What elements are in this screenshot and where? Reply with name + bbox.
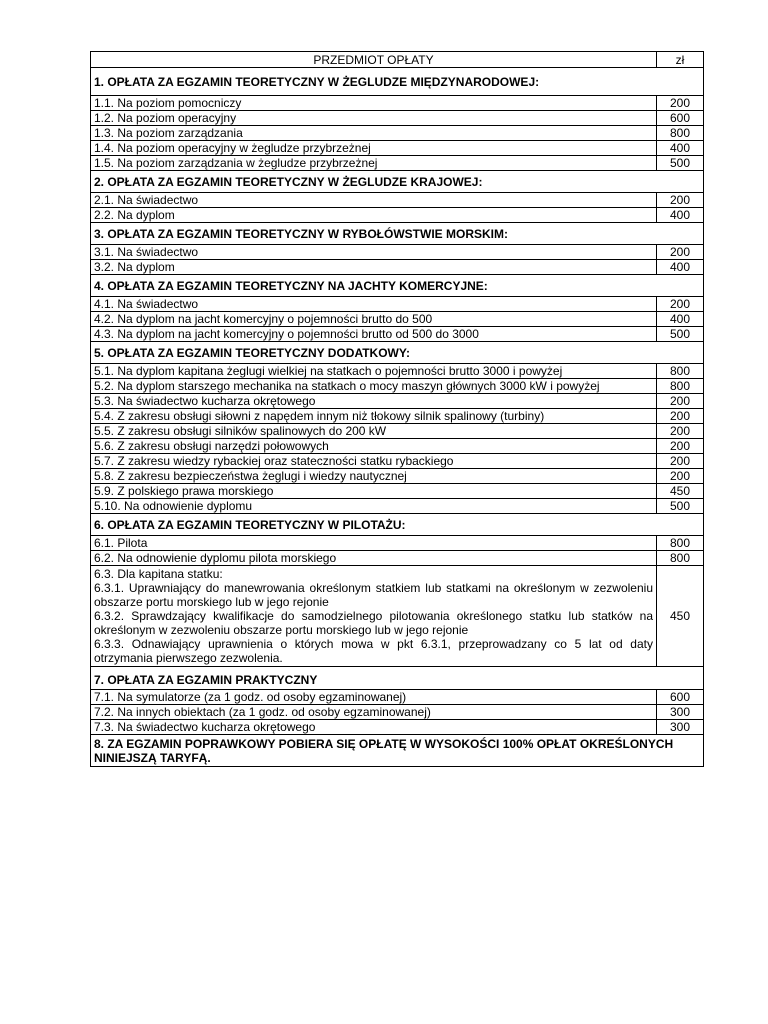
item-amount: 800 [657, 379, 704, 394]
item-amount: 400 [657, 208, 704, 223]
item-amount: 300 [657, 705, 704, 720]
table-row [91, 327, 704, 342]
section-header-row [91, 171, 704, 193]
table-row [91, 156, 704, 171]
table-row [91, 96, 704, 111]
item-amount: 500 [657, 156, 704, 171]
item-amount: 400 [657, 260, 704, 275]
section-header-row [91, 667, 704, 690]
item-label: 3.1. Na świadectwo [91, 245, 657, 260]
item-label: 5.1. Na dyplom kapitana żeglugi wielkiej na statkach o pojemności brutto 3000 i powyżej [91, 364, 657, 379]
table-row [91, 141, 704, 156]
table-row [91, 469, 704, 484]
captain-sub-1: 6.3.1. Uprawniający do manewrowania określonym statkiem lub statkami na określonym w zezwoleniu obszarze portu morskiego lub w jego rejonie [94, 581, 653, 609]
item-amount: 800 [657, 551, 704, 566]
table-row [91, 439, 704, 454]
item-amount: 200 [657, 297, 704, 312]
item-amount: 200 [657, 409, 704, 424]
table-row [91, 208, 704, 223]
final-note: 8. ZA EGZAMIN POPRAWKOWY POBIERA SIĘ OPŁATĘ W WYSOKOŚCI 100% OPŁAT OKREŚLONYCH NINIEJSZĄ TARYFĄ. [91, 735, 704, 767]
currency-header: zł [657, 52, 704, 68]
table-row [91, 720, 704, 735]
section-header-row [91, 342, 704, 364]
item-label: 6.1. Pilota [91, 536, 657, 551]
section-title: 4. OPŁATA ZA EGZAMIN TEORETYCZNY NA JACHTY KOMERCYJNE: [91, 275, 704, 297]
captain-sub-3: 6.3.3. Odnawiający uprawnienia o których mowa w pkt 6.3.1, przeprowadzany co 5 lat od daty otrzymania pierwszego zezwolenia. [94, 637, 653, 665]
item-amount: 600 [657, 111, 704, 126]
item-label: 2.1. Na świadectwo [91, 193, 657, 208]
table-row [91, 260, 704, 275]
section-header-row [91, 223, 704, 245]
item-label: 1.3. Na poziom zarządzania [91, 126, 657, 141]
captain-heading: 6.3. Dla kapitana statku: [94, 567, 223, 581]
item-amount: 500 [657, 327, 704, 342]
table-row [91, 536, 704, 551]
captain-sub-2: 6.3.2. Sprawdzający kwalifikacje do samodzielnego pilotowania określonego statku lub statków na określonym w zezwoleniu obszarze portu morskiego lub w jego rejonie [94, 609, 653, 637]
table-row [91, 454, 704, 469]
table-row [91, 245, 704, 260]
captain-cell [91, 566, 657, 667]
section-title: 2. OPŁATA ZA EGZAMIN TEORETYCZNY W ŻEGLUDZE KRAJOWEJ: [91, 171, 704, 193]
table-row [91, 297, 704, 312]
item-amount: 800 [657, 536, 704, 551]
item-label: 6.2. Na odnowienie dyplomu pilota morskiego [91, 551, 657, 566]
item-label: 1.5. Na poziom zarządzania w żegludze przybrzeżnej [91, 156, 657, 171]
item-label: 7.1. Na symulatorze (za 1 godz. od osoby egzaminowanej) [91, 690, 657, 705]
table-row [91, 193, 704, 208]
item-label: 5.7. Z zakresu wiedzy rybackiej oraz stateczności statku rybackiego [91, 454, 657, 469]
item-label: 5.6. Z zakresu obsługi narzędzi połowowych [91, 439, 657, 454]
captain-row [91, 566, 704, 667]
item-amount: 200 [657, 424, 704, 439]
section-title: 3. OPŁATA ZA EGZAMIN TEORETYCZNY W RYBOŁÓWSTWIE MORSKIM: [91, 223, 704, 245]
item-amount: 200 [657, 96, 704, 111]
item-amount: 200 [657, 454, 704, 469]
item-label: 4.3. Na dyplom na jacht komercyjny o pojemności brutto od 500 do 3000 [91, 327, 657, 342]
item-amount: 200 [657, 469, 704, 484]
item-label: 5.10. Na odnowienie dyplomu [91, 499, 657, 514]
item-label: 7.3. Na świadectwo kucharza okrętowego [91, 720, 657, 735]
item-label: 5.9. Z polskiego prawa morskiego [91, 484, 657, 499]
item-amount: 800 [657, 126, 704, 141]
table-row [91, 111, 704, 126]
item-label: 5.2. Na dyplom starszego mechanika na statkach o mocy maszyn głównych 3000 kW i powyżej [91, 379, 657, 394]
item-label: 1.1. Na poziom pomocniczy [91, 96, 657, 111]
table-row [91, 551, 704, 566]
section-title: 7. OPŁATA ZA EGZAMIN PRAKTYCZNY [91, 667, 704, 690]
final-note-row [91, 735, 704, 767]
table-row [91, 312, 704, 327]
item-label: 4.1. Na świadectwo [91, 297, 657, 312]
table-row [91, 379, 704, 394]
section-header-row [91, 514, 704, 536]
item-label: 1.2. Na poziom operacyjny [91, 111, 657, 126]
item-label: 5.4. Z zakresu obsługi siłowni z napędem innym niż tłokowy silnik spalinowy (turbiny) [91, 409, 657, 424]
table-row [91, 424, 704, 439]
item-label: 7.2. Na innych obiektach (za 1 godz. od osoby egzaminowanej) [91, 705, 657, 720]
item-label: 5.8. Z zakresu bezpieczeństwa żeglugi i wiedzy nautycznej [91, 469, 657, 484]
item-amount: 400 [657, 141, 704, 156]
item-amount: 200 [657, 193, 704, 208]
item-amount: 500 [657, 499, 704, 514]
item-amount: 200 [657, 394, 704, 409]
section-title: 6. OPŁATA ZA EGZAMIN TEORETYCZNY W PILOTAŻU: [91, 514, 704, 536]
item-amount: 600 [657, 690, 704, 705]
table-row [91, 409, 704, 424]
item-label: 5.5. Z zakresu obsługi silników spalinowych do 200 kW [91, 424, 657, 439]
fee-table [90, 51, 704, 767]
section-title: 5. OPŁATA ZA EGZAMIN TEORETYCZNY DODATKOWY: [91, 342, 704, 364]
item-amount: 400 [657, 312, 704, 327]
item-label: 4.2. Na dyplom na jacht komercyjny o pojemności brutto do 500 [91, 312, 657, 327]
table-row [91, 705, 704, 720]
table-row [91, 690, 704, 705]
section-title: 1. OPŁATA ZA EGZAMIN TEORETYCZNY W ŻEGLUDZE MIĘDZYNARODOWEJ: [91, 68, 704, 96]
item-amount: 200 [657, 439, 704, 454]
item-amount: 300 [657, 720, 704, 735]
section-header-row [91, 68, 704, 96]
item-amount: 200 [657, 245, 704, 260]
captain-amount: 450 [657, 566, 704, 667]
item-label: 1.4. Na poziom operacyjny w żegludze przybrzeżnej [91, 141, 657, 156]
table-row [91, 364, 704, 379]
table-row [91, 499, 704, 514]
table-row [91, 484, 704, 499]
item-label: 5.3. Na świadectwo kucharza okrętowego [91, 394, 657, 409]
subject-header: PRZEDMIOT OPŁATY [91, 52, 657, 68]
item-amount: 800 [657, 364, 704, 379]
item-label: 2.2. Na dyplom [91, 208, 657, 223]
item-label: 3.2. Na dyplom [91, 260, 657, 275]
table-row [91, 394, 704, 409]
table-row [91, 126, 704, 141]
table-header-row [91, 52, 704, 68]
item-amount: 450 [657, 484, 704, 499]
section-header-row [91, 275, 704, 297]
